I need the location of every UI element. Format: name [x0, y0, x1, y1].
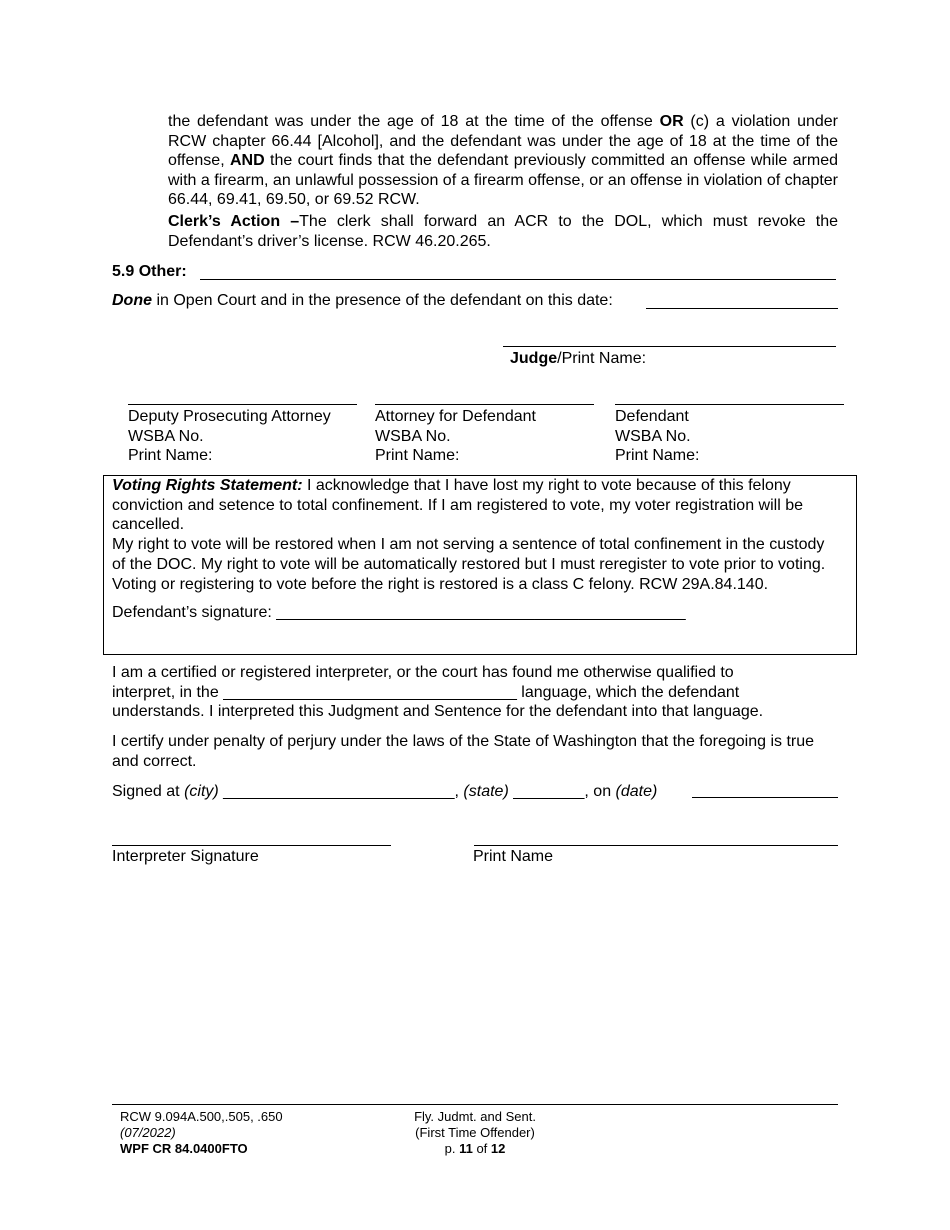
- voting-rights-label: Voting Rights Statement:: [112, 477, 303, 494]
- clerk-action-text: The clerk shall forward an ACR to the DOL, which must revoke the Defendant’s driver’s license. RCW 46.20.265.: [168, 213, 839, 250]
- done-statement: [112, 291, 613, 311]
- other-label: 5.9 Other:: [112, 263, 187, 280]
- done-label: Done: [112, 292, 152, 309]
- interpreter-statement: [112, 663, 838, 801]
- attorney-block: [375, 407, 536, 466]
- footer-middle: [360, 1109, 590, 1157]
- language-blank[interactable]: _________________________________: [223, 683, 517, 701]
- page-footer: [112, 1104, 838, 1156]
- interpreter-line: understands. I interpreted this Judgment and Sentence for the defendant into that language.: [112, 703, 764, 721]
- voting-restoration-text: My right to vote will be restored when I am not serving a sentence of total confinement in the custody of the DOC. My right to vote will be automatically restored but I must reregister to vote prior to voting. Voting or registering to vote before the right is restored is a class C felony. RCW 29A.84.140.: [112, 536, 826, 593]
- footer-left: [120, 1109, 360, 1157]
- other-input-line[interactable]: [200, 279, 836, 280]
- judge-signature-line[interactable]: [503, 346, 836, 347]
- signer-wsba: WSBA No.: [375, 427, 451, 445]
- footer-title: Fly. Judmt. and Sent. (First Time Offender): [414, 1109, 536, 1140]
- judge-label: Judge/Print Name:: [510, 350, 647, 367]
- date-input-line[interactable]: [646, 308, 838, 309]
- footer-date: (07/2022): [120, 1125, 176, 1140]
- signer-print-name: Print Name:: [615, 447, 700, 465]
- signer-role: Deputy Prosecuting Attorney: [128, 408, 331, 425]
- voting-rights-statement: [112, 476, 840, 623]
- paragraph-text: (c) a violation under RCW chapter 66.44 [Alcohol], and the defendant was under the age of 18 at the time of the offense,: [168, 113, 838, 170]
- footer-form-number: WPF CR 84.0400FTO: [120, 1141, 248, 1156]
- signer-role: Attorney for Defendant: [375, 408, 536, 425]
- interpreter-print-line[interactable]: [474, 845, 838, 846]
- signer-wsba: WSBA No.: [615, 427, 691, 445]
- signer-print-name: Print Name:: [128, 447, 213, 465]
- signer-role: Defendant: [615, 408, 689, 425]
- defendant-signature-label: Defendant’s signature:: [112, 604, 272, 622]
- interpreter-signature-label: Interpreter Signature: [112, 848, 259, 865]
- page-number: p. 11 of 12: [444, 1141, 506, 1156]
- city-blank[interactable]: __________________________: [223, 782, 455, 800]
- signed-at-row: Signed at (city) __________________________, (state) ________, on (date): [112, 782, 658, 800]
- signer-print-name: Print Name:: [375, 447, 460, 465]
- defendant-signature-line[interactable]: [615, 404, 844, 405]
- done-text: in Open Court and in the presence of the defendant on this date:: [156, 292, 613, 309]
- defendant-block: [615, 407, 699, 466]
- interpreter-language-row: interpret, in the _________________________________ language, which the defendant: [112, 683, 740, 701]
- or-emphasis: OR: [659, 113, 684, 130]
- defendant-signature-blank[interactable]: ______________________________________________: [276, 604, 686, 622]
- signed-date-line[interactable]: [692, 797, 838, 798]
- defendant-signature-row[interactable]: [112, 603, 840, 623]
- prosecutor-block: [128, 407, 331, 466]
- clerk-action-label: Clerk’s Action –: [168, 213, 300, 230]
- print-name-label: Print Name: [473, 848, 554, 865]
- prosecutor-signature-line[interactable]: [128, 404, 357, 405]
- paragraph-text: the court finds that the defendant previously committed an offense while armed with a firearm, an unlawful possession of a firearm offense, or an offense in violation of chapter 66.44, 69.41, 69.50, or 69.52 RCW.: [168, 152, 839, 209]
- section-paragraph: [168, 112, 838, 210]
- interpreter-line: I am a certified or registered interpreter, or the court has found me otherwise qualified to: [112, 664, 734, 681]
- interpreter-signature-line[interactable]: [112, 845, 391, 846]
- attorney-signature-line[interactable]: [375, 404, 594, 405]
- and-emphasis: AND: [229, 152, 265, 170]
- state-blank[interactable]: ________: [513, 782, 585, 800]
- voting-rights-text: I acknowledge that I have lost my right to vote because of this felony conviction and setence to total confinement. If I am registered to vote, my voter registration will be cancelled.: [112, 477, 804, 534]
- footer-rcw: RCW 9.094A.500,.505, .650: [120, 1109, 283, 1124]
- paragraph-text: the defendant was under the age of 18 at the time of the offense: [168, 113, 653, 130]
- certify-statement: I certify under penalty of perjury under the laws of the State of Washington that the foregoing is true and correct.: [112, 733, 815, 770]
- signer-wsba: WSBA No.: [128, 427, 204, 445]
- clerk-action: [168, 212, 838, 251]
